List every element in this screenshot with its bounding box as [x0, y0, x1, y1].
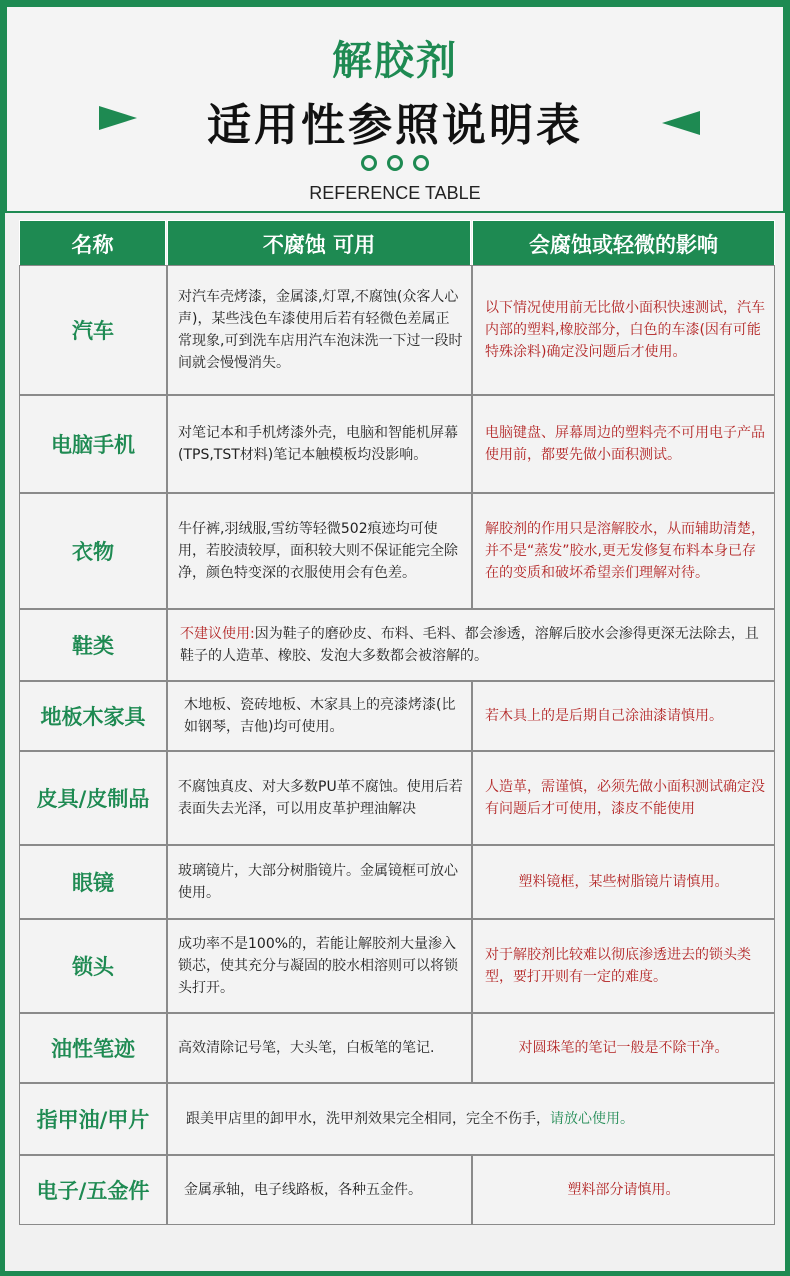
- header: [5, 5, 785, 213]
- row-name-leather: 皮具/皮制品: [19, 751, 167, 845]
- row-name-computer: 电脑手机: [19, 395, 167, 493]
- row-name-hardware: 电子/五金件: [19, 1155, 167, 1225]
- row-span-shoes: [167, 609, 775, 681]
- column-header-ok: 不腐蚀 可用: [167, 220, 471, 268]
- row-warn-lock: 对于解胶剂比较难以彻底渗透进去的锁头类型，要打开则有一定的难度。: [472, 919, 775, 1013]
- circle-icon: [387, 155, 403, 171]
- row-name-nailpolish: 指甲油/甲片: [19, 1083, 167, 1155]
- row-warn-computer: 电脑键盘、屏幕周边的塑料壳不可用电子产品使用前，都要先做小面积测试。: [472, 395, 775, 493]
- row-ok-hardware: 金属承轴，电子线路板，各种五金件。: [167, 1155, 472, 1225]
- row-warn-marker: 对圆珠笔的笔记一般是不除干净。: [472, 1013, 775, 1083]
- row-span-shoes-text: [180, 623, 764, 667]
- row-ok-clothes: 牛仔裤,羽绒服,雪纺等轻微502痕迹均可使用，若胶渍较厚，面积较大则不保证能完全除净，颜色特变深的衣服使用会有色差。: [167, 493, 472, 609]
- row-name-lock: 锁头: [19, 919, 167, 1013]
- not-recommended-label: 不建议使用:: [180, 626, 255, 642]
- column-header-name: 名称: [19, 220, 166, 268]
- reference-label: REFERENCE TABLE: [309, 183, 481, 203]
- row-name-shoes: 鞋类: [19, 609, 167, 681]
- page-title: 解胶剂: [332, 38, 458, 84]
- row-warn-hardware: 塑料部分请慎用。: [472, 1155, 775, 1225]
- circle-icon: [413, 155, 429, 171]
- row-name-car: 汽车: [19, 265, 167, 395]
- safe-to-use-label: 请放心使用。: [550, 1111, 634, 1127]
- page-subtitle: 适用性参照说明表: [207, 100, 583, 151]
- row-ok-car: 对汽车壳烤漆，金属漆,灯罩,不腐蚀(众客人心声)，某些浅色车漆使用后若有轻微色差属正常现象,可到洗车店用汽车泡沫洗一下过一段时间就会慢慢消失。: [167, 265, 472, 395]
- row-ok-furniture: 木地板、瓷砖地板、木家具上的亮漆烤漆(比如钢琴，吉他)均可使用。: [167, 681, 472, 751]
- row-span-nailpolish: [167, 1083, 775, 1155]
- row-name-glasses: 眼镜: [19, 845, 167, 919]
- row-ok-computer: 对笔记本和手机烤漆外壳，电脑和智能机屏幕(TPS,TST材料)笔记本触模板均没影响。: [167, 395, 472, 493]
- decorative-dots: [7, 155, 783, 171]
- arrow-left-icon: [662, 111, 700, 135]
- row-name-marker: 油性笔迹: [19, 1013, 167, 1083]
- row-span-nailpolish-text: [186, 1108, 634, 1130]
- row-name-furniture: 地板木家具: [19, 681, 167, 751]
- nailpolish-description: 跟美甲店里的卸甲水，洗甲剂效果完全相同，完全不伤手，: [186, 1111, 550, 1127]
- circle-icon: [361, 155, 377, 171]
- row-warn-car: 以下情况使用前无比做小面积快速测试，汽车内部的塑料,橡胶部分，白色的车漆(因有可能特殊涂料)确定没问题后才使用。: [472, 265, 775, 395]
- row-warn-glasses: 塑料镜框，某些树脂镜片请慎用。: [472, 845, 775, 919]
- row-ok-glasses: 玻璃镜片，大部分树脂镜片。金属镜框可放心使用。: [167, 845, 472, 919]
- row-warn-furniture: 若木具上的是后期自己涂油漆请慎用。: [472, 681, 775, 751]
- row-ok-marker: 高效清除记号笔，大头笔，白板笔的笔记.: [167, 1013, 472, 1083]
- row-ok-lock: 成功率不是100%的，若能让解胶剂大量渗入锁芯，使其充分与凝固的胶水相溶则可以将锁头打开。: [167, 919, 472, 1013]
- row-warn-leather: 人造革，需谨慎，必须先做小面积测试确定没有问题后才可使用，漆皮不能使用: [472, 751, 775, 845]
- row-ok-leather: 不腐蚀真皮、对大多数PU革不腐蚀。使用后若表面失去光泽，可以用皮革护理油解决: [167, 751, 472, 845]
- shoes-description: 因为鞋子的磨砂皮、布料、毛料、都会渗透，溶解后胶水会渗得更深无法除去，且鞋子的人造革、橡胶、发泡大多数都会被溶解的。: [180, 626, 759, 664]
- page-inner: [5, 5, 785, 1271]
- row-warn-clothes: 解胶剂的作用只是溶解胶水，从而辅助清楚，并不是“蒸发”胶水,更无发修复布料本身已存在的变质和破坏希望亲们理解对待。: [472, 493, 775, 609]
- column-header-warn: 会腐蚀或轻微的影响: [472, 220, 775, 268]
- row-name-clothes: 衣物: [19, 493, 167, 609]
